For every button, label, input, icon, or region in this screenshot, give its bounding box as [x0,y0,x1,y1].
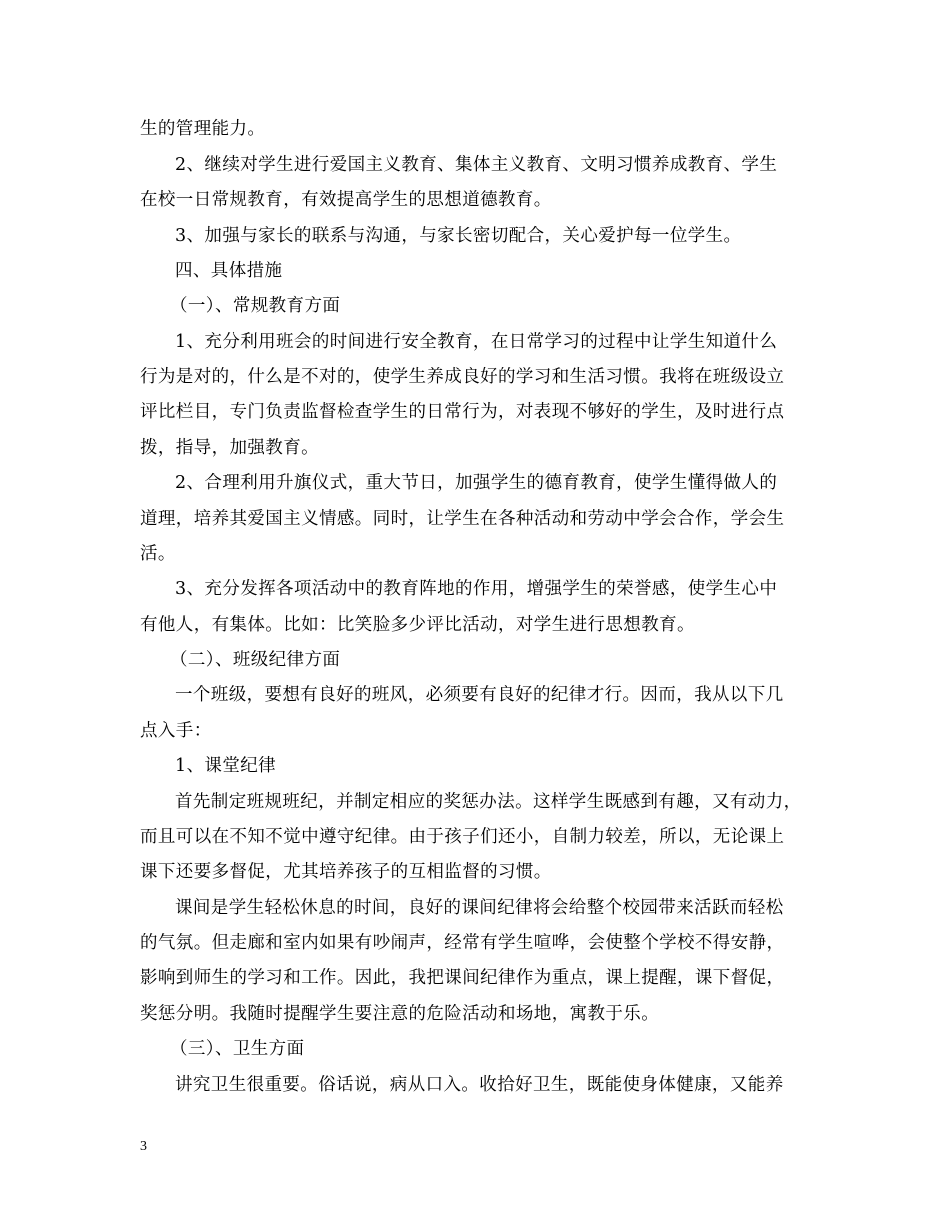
text-line: 有他人，有集体。比如：比笑脸多少评比活动，对学生进行思想教育。 [140,615,695,635]
page-number: 3 [140,1139,147,1154]
text-line: 评比栏目，专门负责监督检查学生的日常行为，对表现不够好的学生，及时进行点 [140,402,785,422]
text-line: 3、加强与家长的联系与沟通，与家长密切配合，关心爱护每一位学生。 [175,226,742,246]
section-heading: 四、具体措施 [175,261,283,281]
text-line: 而且可以在不知不觉中遵守纪律。由于孩子们还小，自制力较差，所以，无论课上 [140,827,785,847]
text-line: 1、充分利用班会的时间进行安全教育，在日常学习的过程中让学生知道什么 [175,332,778,352]
text-line: 课下还要多督促，尤其培养孩子的互相监督的习惯。 [140,862,552,882]
text-line: 一个班级，要想有良好的班风，必须要有良好的纪律才行。因而，我从以下几 [175,685,784,705]
text-line: 2、合理利用升旗仪式，重大节日，加强学生的德育教育，使学生懂得做人的 [175,473,778,493]
text-line: 1、课堂纪律 [175,756,277,776]
text-line: 拨，指导，加强教育。 [140,438,319,458]
text-line: 在校一日常规教育，有效提高学生的思想道德教育。 [140,190,552,210]
subsection-heading: （三）、卫生方面 [170,1039,305,1059]
text-line: 点入手： [140,721,212,741]
subsection-heading: （二）、班级纪律方面 [170,650,341,670]
text-line: 讲究卫生很重要。俗话说，病从口入。收拾好卫生，既能使身体健康，又能养 [175,1075,784,1095]
text-line: 生的管理能力。 [140,119,266,139]
text-line: 活。 [140,544,176,564]
text-line: 的气氛。但走廊和室内如果有吵闹声，经常有学生喧哗，会使整个学校不得安静， [140,933,785,953]
subsection-heading: （一）、常规教育方面 [170,296,341,316]
text-line: 3、充分发挥各项活动中的教育阵地的作用，增强学生的荣誉感，使学生心中 [175,579,778,599]
text-line: 行为是对的，什么是不对的，使学生养成良好的学习和生活习惯。我将在班级设立 [140,367,785,387]
text-line: 道理，培养其爱国主义情感。同时，让学生在各种活动和劳动中学会合作，学会生 [140,509,785,529]
text-line: 2、继续对学生进行爱国主义教育、集体主义教育、文明习惯养成教育、学生 [175,155,778,175]
text-line: 课间是学生轻松休息的时间，良好的课间纪律将会给整个校园带来活跃而轻松 [175,898,784,918]
text-line: 奖惩分明。我随时提醒学生要注意的危险活动和场地，寓教于乐。 [140,1004,660,1024]
text-line: 首先制定班规班纪，并制定相应的奖惩办法。这样学生既感到有趣，又有动力， [175,792,802,812]
text-line: 影响到师生的学习和工作。因此，我把课间纪律作为重点，课上提醒，课下督促， [140,968,785,988]
